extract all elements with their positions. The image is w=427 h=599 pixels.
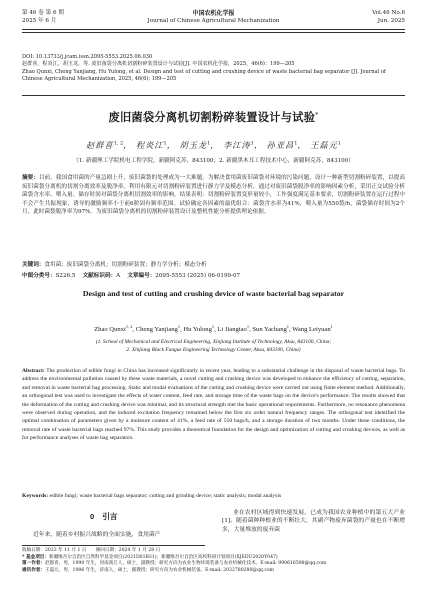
author-en: Zhao Qunxi$^{1, 2}$ [94, 324, 133, 334]
affiliation-en [0, 338, 427, 354]
first-author-note: 第一作者：赵群喜，男，1990 年生，河南商丘人，硕士，副教授；研究方向为农业生物环境装备与农业机械化技术。E-mail: 990616598@qq.com [22, 561, 327, 567]
abstract-cn [22, 174, 405, 217]
affiliation-en-line2: 2. Xinjiang Black Fungus Engineering Technology Center, Aksu, 843100, China) [126, 347, 301, 353]
classification-line [22, 272, 405, 280]
title-cn-text: 废旧菌袋分离机切割粉碎装置设计与试验 [108, 111, 316, 124]
author-en: Cheng Yanjiang$^1$ [135, 324, 181, 334]
author-cn: 程炎江$^1$ [135, 140, 167, 150]
footnotes [22, 548, 405, 574]
author-en: Hu Yulong$^1$ [183, 324, 215, 334]
footnote-rule [22, 545, 205, 546]
fund-note: * 基金项目：新疆维吾尔自治区自然科学基金项目(2021D01B31)；新疆维吾尔自治区高校科研计划项目(XJEDU2020Y047) [22, 554, 278, 560]
keywords-en-text: edible fungi; waste bacterial bags separator; cutting and grinding device; static analysis; modal analysis [49, 493, 282, 499]
citation-en: Zhao Qunxi, Cheng Yanjiang, Hu Yulong, et al. Design and test of cutting and crushing device of waste bacterial bag separator [J]. Journal of Chinese Agricultural Mechanization, 2025, 46(6): 199—205 [22, 68, 386, 83]
authors-cn: 赵群喜$^{1, 2}$， 程炎江$^1$， 胡玉龙$^1$， 李江涛$^1$， 孙亚昌$^1$， 王磊元$^1$ [86, 140, 341, 150]
abstract-en [22, 367, 405, 443]
clc-value: S226.5 [55, 273, 76, 279]
abstract-en-text: The production of edible fungi in China has increased significantly in recent year, leading to a substantial challenge in the disposal of waste bacterial bags. To address the environmental pollution caused by these waste materials, a novel cutting and crushing device was developed to enhance the efficiency of cutting, separation, and removal in waste bacterial bag processing. Static and modal evaluations of the cutting and crushing device were carried out using finite element method. Additionally, an orthogonal test was used to investigate the effects of water content, feed rate, and storage time of the waste bags on the device's performance. The results showed that the deformation of the cutting and crushing device was minimal, and its structural strength met the basic operational requirements. Furthermore, no resonance phenomena were observed during operation, and the induced excitation frequency remained below the first six order natural frequency ranges. The orthogonal test identified the optimal combination of parameters given by a moisture content of 41%, a feed rate of 550 bags/h, and a storage duration of two months. Under these conditions, the removal rate of waste bacterial bags reached 97%. This study provides a theoretical foundation for the design and optimization of cutting and crushing devices, as well as for performance analyses of waste bag separators. [22, 368, 405, 442]
author-en: Li Jiangtao$^1$ [217, 324, 250, 334]
abstract-cn-text: 目前，我国食用菌的产量急剧上升，废旧菌袋的处理成为一大难题。为解决食用菌废旧菌袋对环境的污染问题，设计一种新型切割粉碎装置，以提高废旧菌袋分离机的切割分离效率及脱净率。利用有限元对切割粉碎装置进行静力学及模态分析，通过对废旧菌袋脱净率的影响因素分析，采用正交试验分析菌袋含水率、喂入量、储存时间对菌袋分离机切割效率的影响。结果表明：切割粉碎装置变形量较小，工作强度满足基本要求，切割粉碎装置在运行过程中不会产生共振现象，诱导的激励频率小于前6阶固有频率范围。试验确定各因素的最优组合：菌袋含水率为41%，喂入量为550袋/h，菌袋储存时间为2个月，此时菌袋脱净率为97%。为废旧菌袋分离机的切割粉碎装置设计及整机性能分析提供理论依据。 [22, 175, 405, 216]
header-rule-thin [22, 32, 405, 33]
keywords-cn-label: 关键词： [22, 262, 45, 268]
article-number-label: 文章编号： [127, 273, 156, 279]
author-cn: 李江涛$^1$ [223, 140, 254, 150]
section-title: 引言 [102, 512, 118, 521]
meta-rule [22, 95, 405, 96]
section-heading [90, 511, 117, 522]
intro-text-right: 业在农村区域得到快速发展，已成为我国农业种植中的第五大产业[1]。随着菌种种植业的不断壮大，其副产物废弃菌袋的产量也在不断增多，大量堆放的废弃菌 [222, 510, 405, 533]
keywords-cn [22, 261, 405, 269]
doc-code-value: A [116, 273, 121, 279]
header-center [0, 10, 427, 25]
section-number: 0 [90, 512, 95, 521]
paper-title-cn [0, 109, 427, 125]
title-fund-mark: * [315, 111, 319, 119]
date-en: Jun. 2025 [377, 17, 405, 24]
citation-block [22, 54, 405, 84]
author-cn: 孙亚昌$^1$ [266, 140, 298, 150]
citation-cn: 赵群喜，程炎江，胡玉龙，等. 废旧菌袋分离机切割粉碎装置设计与试验[J]. 中国农机化学报，2025，46(6)：199—205 [22, 61, 295, 68]
keywords-cn-text: 食用菌；废旧菌袋分离机；切割粉碎装置；静力学分析；模态分析 [44, 262, 207, 268]
header-right [372, 10, 405, 25]
affiliation-cn: （1. 新疆理工学院机电工程学院，新疆阿克苏，843100；2. 新疆黑木耳工程技术中心，新疆阿克苏，843100） [73, 158, 354, 164]
volume-en: Vol.46 No.6 [372, 10, 405, 16]
author-en: Sun Yachang$^1$ [252, 324, 289, 334]
intro-text-left: 近年来，随着乡村振兴战略的全面实施，食用菌产 [33, 532, 161, 538]
journal-title-cn: 中国农机化学报 [192, 10, 235, 17]
doc-code-label: 文献标识码： [82, 273, 117, 279]
article-number-value: 2095-5553 (2025) 06-0199-07 [155, 273, 241, 279]
paper-title-en: Design and test of cutting and crushing device of waste bacterial bag separator [82, 289, 345, 298]
author-en: Wang Leiyuan$^1$ [292, 324, 333, 334]
abstract-cn-label: 摘要： [22, 175, 39, 181]
clc-label: 中图分类号： [22, 273, 56, 279]
date-cn: 2025 年 6 月 [22, 17, 57, 24]
abstract-en-label: Abstract: [22, 368, 45, 374]
journal-title-en: Journal of Chinese Agricultural Mechanization [147, 17, 280, 24]
volume-cn: 第 46 卷 第 6 期 [22, 10, 64, 16]
keywords-en [22, 492, 405, 500]
keywords-en-label: Keywords: [22, 493, 49, 499]
corresponding-author-note: 通讯作者：王磊元，男，1986 年生，济南人，硕士，副教授；研究方向为农业机械装备。E-mail: 2032780280@qq.com [22, 567, 275, 573]
affiliation-en-line1: (1. School of Mechanical and Electrical Engineering, Xinjiang Institute of Technology, Aksu, 843100, China; [95, 339, 332, 345]
header-rule [22, 29, 405, 30]
received-date: 收稿日期：2023 年 11 月 1 日 修回日期：2024 年 1 月 28 日 [22, 548, 161, 553]
doi-line: DOI: 10.13733/j.jcam.issn.2095-5553.2025.06.030 [22, 54, 153, 60]
author-cn: 赵群喜$^{1, 2}$ [86, 140, 124, 150]
author-cn: 王磊元$^1$ [310, 140, 341, 150]
author-cn: 胡玉龙$^1$ [179, 140, 211, 150]
authors-en: Zhao Qunxi$^{1, 2}$, Cheng Yanjiang$^1$, Hu Yulong$^1$, Li Jiangtao$^1$, Sun Yachang$^1$, Wang Leiyuan$^1$ [94, 324, 333, 334]
